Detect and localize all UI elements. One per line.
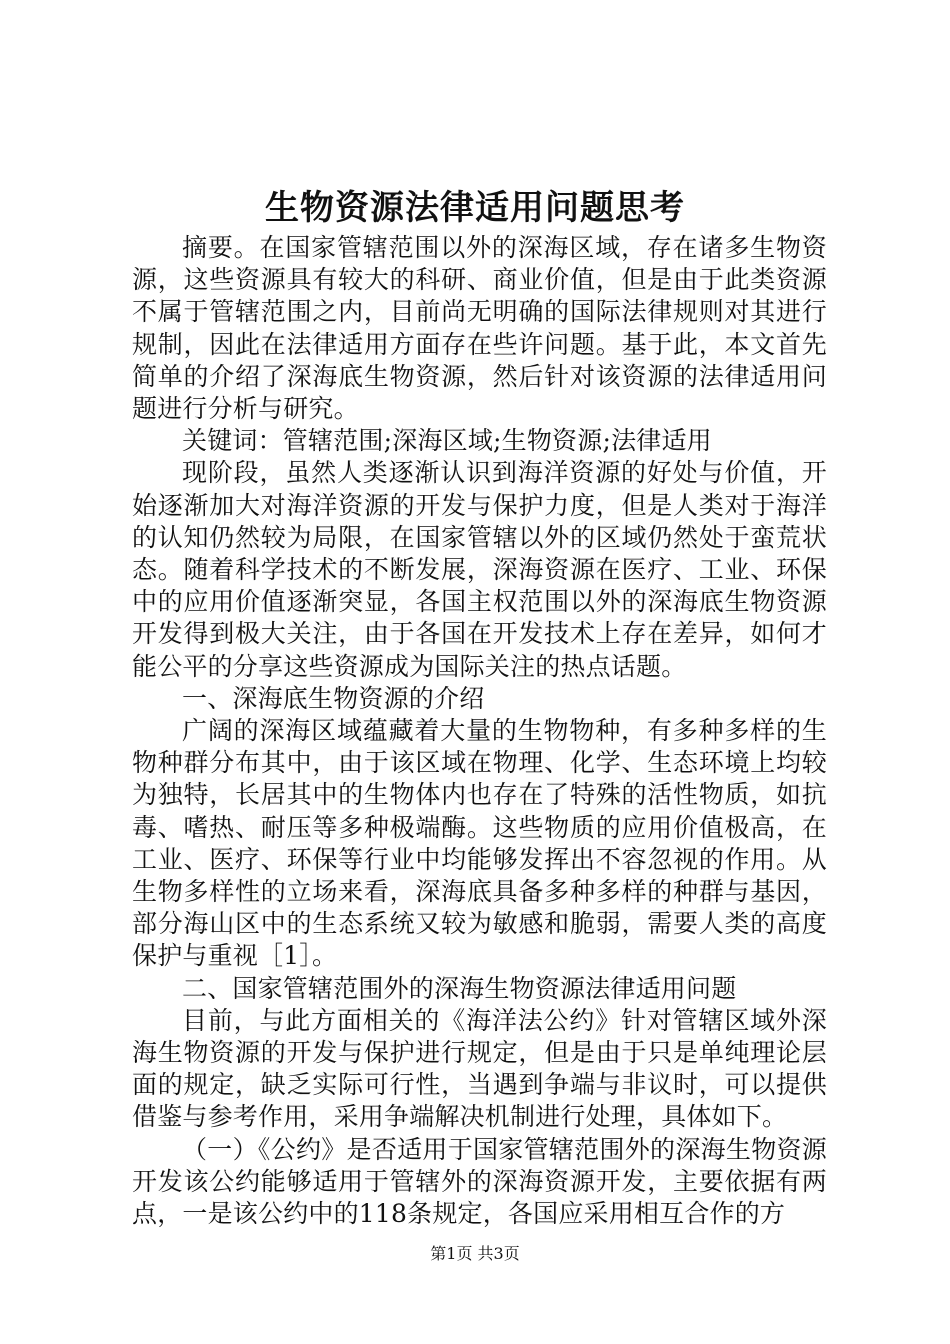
keywords-line: 关键词：管辖范围;深海区域;生物资源;法律适用 — [182, 426, 712, 456]
abstract-paragraph: 摘要。在国家管辖范围以外的深海区域，存在诸多生物资源，这些资源具有较大的科研、商业价值，但是由于此类资源不属于管辖范围之内，目前尚无明确的国际法律规则对其进行规制，因此在法律适用方面存在些许问题。基于此，本文首先简单的介绍了深海底生物资源，然后针对该资源的法律适用问题进行分析与研究。 — [132, 233, 827, 424]
page-footer: 第1页 共3页 — [430, 1244, 520, 1263]
document-body — [132, 232, 827, 1230]
section-heading: 一、深海底生物资源的介绍 — [182, 683, 485, 713]
body-paragraph: 广阔的深海区域蕴藏着大量的生物物种，有多种多样的生物种群分布其中，由于该区域在物理、化学、生态环境上均较为独特，长居其中的生物体内也存在了特殊的活性物质，如抗毒、嗜热、耐压等多种极端酶。这些物质的应用价值极高，在工业、医疗、环保等行业中均能够发挥出不容忽视的作用。从生物多样性的立场来看，深海底具备多种多样的种群与基因，部分海山区中的生态系统又较为敏感和脆弱，需要人类的高度保护与重视［1］。 — [132, 716, 827, 971]
body-paragraph: 目前，与此方面相关的《海洋法公约》针对管辖区域外深海生物资源的开发与保护进行规定，但是由于只是单纯理论层面的规定，缺乏实际可行性，当遇到争端与非议时，可以提供借鉴与参考作用，采用争端解决机制进行处理，具体如下。 — [132, 1005, 827, 1132]
section-heading: 二、国家管辖范围外的深海生物资源法律适用问题 — [182, 973, 737, 1003]
body-paragraph: （一）《公约》是否适用于国家管辖范围外的深海生物资源开发该公约能够适用于管辖外的深海资源开发，主要依据有两点，一是该公约中的118条规定，各国应采用相互合作的方 — [132, 1134, 827, 1229]
document-title: 生物资源法律适用问题思考 — [265, 188, 685, 228]
body-paragraph: 现阶段，虽然人类逐渐认识到海洋资源的好处与价值，开始逐渐加大对海洋资源的开发与保护力度，但是人类对于海洋的认知仍然较为局限，在国家管辖以外的区域仍然处于蛮荒状态。随着科学技术的不断发展，深海资源在医疗、工业、环保中的应用价值逐渐突显，各国主权范围以外的深海底生物资源开发得到极大关注，由于各国在开发技术上存在差异，如何才能公平的分享这些资源成为国际关注的热点话题。 — [132, 458, 827, 681]
